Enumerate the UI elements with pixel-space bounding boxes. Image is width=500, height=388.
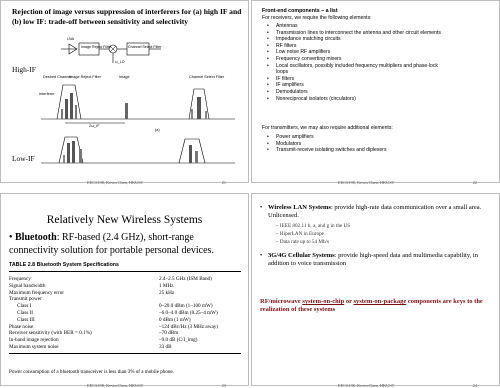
list-item: • Low noise RF amplifiers bbox=[267, 49, 442, 56]
rf-term-sop: system-on-package bbox=[353, 298, 407, 305]
spec-name: Transmit power bbox=[9, 296, 42, 303]
image-reject-label: Image Reject Filter bbox=[69, 75, 101, 79]
page-number: 22 bbox=[472, 180, 477, 185]
spec-value: 25 kHz bbox=[159, 289, 175, 296]
spec-name: Class II bbox=[17, 309, 33, 316]
image-label: Image bbox=[119, 75, 130, 79]
high-if-spectrum bbox=[39, 73, 239, 132]
spec-name: Signal bandwidth bbox=[9, 282, 46, 289]
label-high-if: High-IF bbox=[12, 65, 36, 74]
interferer-label: Interferer bbox=[39, 92, 55, 96]
spec-name: Maximum system noise bbox=[9, 343, 59, 350]
label-low-if: Low-IF bbox=[12, 154, 35, 163]
table-row bbox=[9, 344, 241, 351]
spec-value: 33 dB bbox=[159, 343, 172, 350]
list-item: • IF filters bbox=[267, 76, 442, 83]
bullet-term: Wireless LAN Systems bbox=[268, 204, 331, 211]
bullet-term: Bluetooth bbox=[15, 232, 57, 243]
spec-name: Frequency bbox=[9, 276, 31, 282]
if-label: 2ω_IF bbox=[89, 124, 100, 128]
low-if-spectrum bbox=[39, 131, 239, 171]
table-top-rule bbox=[9, 271, 241, 272]
slide-22 bbox=[251, 0, 500, 183]
bullet-text: : RF-based (2.4 GHz), short-range connectivity solution for portable personal devices. bbox=[9, 232, 214, 256]
slide-title: Rejection of image versus suppression of interferers for (a) high IF and (b) low IF: trade-off between sensitivity and selectivity bbox=[12, 7, 242, 26]
table-row bbox=[9, 330, 241, 337]
lo-label: ω_LO bbox=[115, 60, 125, 64]
wlan-bullet bbox=[260, 204, 492, 221]
sub-item: – Data rate up to 54 Mb/s bbox=[276, 239, 330, 245]
list-item: • Transmission lines to interconnect the antenna and other circuit elements bbox=[267, 30, 442, 37]
spec-table bbox=[9, 276, 241, 351]
table-caption: TABLE 2.8 Bluetooth System Specifications bbox=[9, 262, 119, 268]
receiver-element-list bbox=[267, 23, 442, 102]
table-bottom-rule bbox=[9, 353, 241, 354]
slide-23 bbox=[0, 193, 249, 386]
footer-text: EECS198, Kevin Chen, HKUST bbox=[87, 180, 144, 185]
page-number: 24 bbox=[472, 383, 477, 388]
page-number: 23 bbox=[221, 383, 226, 388]
spec-name: Phase noise bbox=[9, 323, 34, 330]
slide-title: Relatively New Wireless Systems bbox=[46, 214, 203, 226]
list-item: • IF amplifiers bbox=[267, 82, 442, 89]
slide-21 bbox=[0, 0, 249, 183]
image-band bbox=[125, 103, 128, 119]
table-row bbox=[9, 290, 241, 297]
bullet-term: 3G/4G Cellular Systems bbox=[268, 252, 335, 259]
spec-value: –9.0 dB (C/I_img) bbox=[159, 337, 198, 344]
table-row bbox=[9, 283, 241, 290]
spec-value: 0–20.0 dBm (1–100 mW) bbox=[159, 303, 213, 310]
receiver-block-diagram bbox=[53, 31, 181, 71]
footer-text: EECS198, Kevin Chen, HKUST bbox=[338, 180, 395, 185]
spec-name: In-band image rejection bbox=[9, 337, 59, 344]
transmitter-intro: For transmitters, we may also require additional elements: bbox=[262, 125, 393, 131]
cellular-bullet bbox=[260, 252, 492, 269]
bullet-text: : provide high-rate data communication over a small area. Unlicensed. bbox=[268, 204, 482, 220]
list-item: • Nonreciprocal isolators (circulators) bbox=[267, 96, 442, 103]
page-number: 21 bbox=[221, 180, 226, 185]
rf-text: or bbox=[344, 298, 354, 305]
image-filter-label: Image Reject Filter bbox=[81, 45, 112, 49]
table-row bbox=[9, 337, 241, 344]
receiver-intro: For receivers, we require the following elements: bbox=[262, 15, 372, 21]
table-row bbox=[9, 317, 241, 324]
rf-key-statement bbox=[260, 298, 492, 315]
list-item: • Impedance matching circuits bbox=[267, 36, 442, 43]
desired-channel-label: Desired Channel bbox=[43, 75, 72, 79]
list-item: • Antennas bbox=[267, 23, 442, 30]
panel-a-label: (a) bbox=[155, 128, 160, 132]
rf-text: RF/microwave bbox=[260, 298, 303, 305]
footer-text: EECS198, Kevin Chen, HKUST bbox=[338, 383, 395, 388]
transmitter-element-list bbox=[267, 134, 442, 154]
list-item: • Frequency converting mixers bbox=[267, 56, 442, 63]
spec-value: –124 dBc/Hz (3 MHz away) bbox=[159, 323, 219, 330]
spec-value: 2.4–2.5 GHz (ISM Band) bbox=[159, 276, 212, 282]
power-note: Power consumption of a bluetooth transceiver is less than 3% of a mobile phone. bbox=[9, 369, 174, 375]
sub-item: – IEEE 802.11 b, a, and g in the US bbox=[276, 223, 351, 229]
spec-name: Receiver sensitivity (with BER = 0.1%) bbox=[9, 330, 92, 337]
spec-value: –6.0–4.0 dBm (0.25–4 mW) bbox=[159, 309, 218, 316]
list-item: • Modulators bbox=[267, 141, 442, 148]
list-item: • Power amplifiers bbox=[267, 134, 442, 141]
channel-select-label: Channel Select Filter bbox=[189, 75, 225, 79]
slide-title: Front-end components – a list bbox=[262, 8, 338, 14]
list-item: • RF filters bbox=[267, 43, 442, 50]
sub-item: – HiperLAN in Europe bbox=[276, 231, 324, 237]
lna-label: LNA bbox=[67, 37, 74, 41]
spec-value: 0 dBm (1 mW) bbox=[159, 316, 191, 323]
channel-filter-label: Channel Select Filter bbox=[128, 45, 162, 49]
rf-term-soc: system-on-chip bbox=[302, 298, 345, 305]
spec-name: Class I bbox=[17, 303, 32, 310]
slide-24 bbox=[251, 193, 500, 386]
footer-text: EECS198, Kevin Chen, HKUST bbox=[87, 383, 144, 388]
table-row bbox=[9, 310, 241, 317]
list-item: • Transmit-receive isolating switches and diplexers bbox=[267, 147, 442, 154]
table-row bbox=[9, 276, 241, 283]
spec-value: 1 MHz bbox=[159, 282, 174, 289]
bluetooth-bullet: • Bluetooth: RF-based (2.4 GHz), short-range connectivity solution for portable personal devices. bbox=[9, 232, 214, 256]
rf-text: components are keys to the realization of these systems bbox=[260, 298, 483, 314]
bullet-text: : provide high-speed data and multimedia capability, in addition to voice transmission bbox=[268, 252, 478, 268]
spec-name: Class III bbox=[17, 316, 35, 323]
list-item: • Demodulators bbox=[267, 89, 442, 96]
spec-name: Maximum frequency error bbox=[9, 289, 65, 296]
spec-value: –70 dBm bbox=[159, 330, 179, 337]
list-item: • Local oscillators, possibly included frequency multipliers and phase-lock loops bbox=[267, 63, 442, 76]
table-row bbox=[9, 303, 241, 310]
